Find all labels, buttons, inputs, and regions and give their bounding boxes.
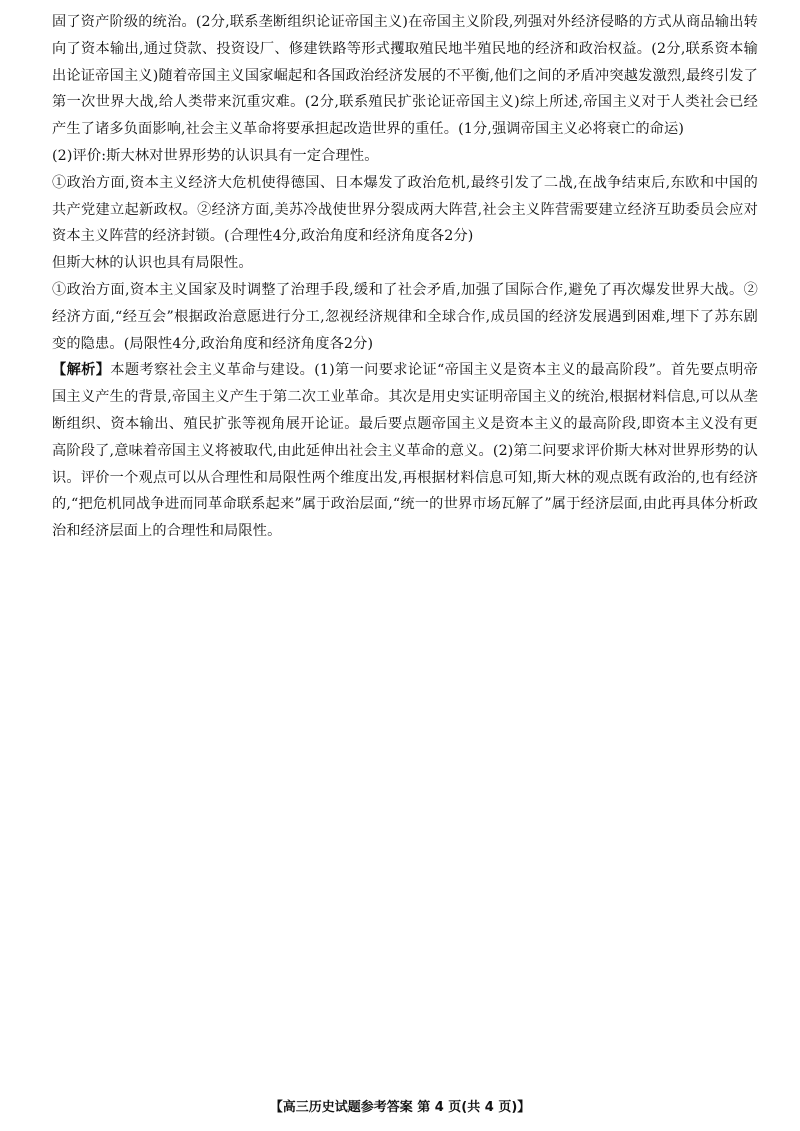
paragraph-limitation-intro: 但斯大林的认识也具有局限性。 — [52, 255, 253, 272]
paragraph-imperialism-argument: 固了资产阶级的统治。(2分,联系垄断组织论证帝国主义)在帝国主义阶段,列强对外经济侵略的方式从商品输出转向了资本输出,通过贷款、投资设厂、修建铁路等形式攫取殖民地半殖民地的经济和政治权益。(2分,联系资本输出论证帝国主义)随着帝国主义国家崛起和各国政治经济发展的不平衡,他们之间的矛盾冲突越发激烈,最终引发了第一次世界大战,给人类带来沉重灾难。(2分,联系殖民扩张论证帝国主义)综上所述,帝国主义对于人类社会已经产生了诸多负面影响,社会主义革命将要承担起改造世界的重任。(1分,强调帝国主义必将衰亡的命运) — [52, 14, 758, 138]
page-footer: 【高三历史试题参考答案 第 4 页(共 4 页)】 — [269, 1100, 531, 1115]
analysis-label: 【解析】 — [52, 362, 111, 379]
paragraph-evaluation-intro: (2)评价:斯大林对世界形势的认识具有一定合理性。 — [52, 147, 379, 164]
answer-body — [52, 9, 758, 545]
paragraph-limitation: ①政治方面,资本主义国家及时调整了治理手段,缓和了社会矛盾,加强了国际合作,避免了再次爆发世界大战。②经济方面,“经互会”根据政治意愿进行分工,忽视经济规律和全球合作,成员国的经济发展遇到困难,埋下了苏东剧变的隐患。(局限性4分,政治角度和经济角度各2分) — [52, 281, 758, 352]
analysis-text: 本题考察社会主义革命与建设。(1)第一问要求论证“帝国主义是资本主义的最高阶段”。首先要点明帝国主义产生的背景,帝国主义产生于第二次工业革命。其次是用史实证明帝国主义的统治,根据材料信息,可以从垄断组织、资本输出、殖民扩张等视角展开论证。最后要点题帝国主义是资本主义的最高阶段,即资本主义没有更高阶段了,意味着帝国主义将被取代,由此延伸出社会主义革命的意义。(2)第二问要求评价斯大林对世界形势的认识。评价一个观点可以从合理性和局限性两个维度出发,再根据材料信息可知,斯大林的观点既有政治的,也有经济的,“把危机同战争进而同革命联系起来”属于政治层面,“统一的世界市场瓦解了”属于经济层面,由此再具体分析政治和经济层面上的合理性和局限性。 — [52, 362, 758, 540]
analysis-paragraph — [52, 357, 758, 545]
paragraph-rationality: ①政治方面,资本主义经济大危机使得德国、日本爆发了政治危机,最终引发了二战,在战争结束后,东欧和中国的共产党建立起新政权。②经济方面,美苏冷战使世界分裂成两大阵营,社会主义阵营需要建立经济互助委员会应对资本主义阵营的经济封锁。(合理性4分,政治角度和经济角度各2分) — [52, 174, 758, 245]
